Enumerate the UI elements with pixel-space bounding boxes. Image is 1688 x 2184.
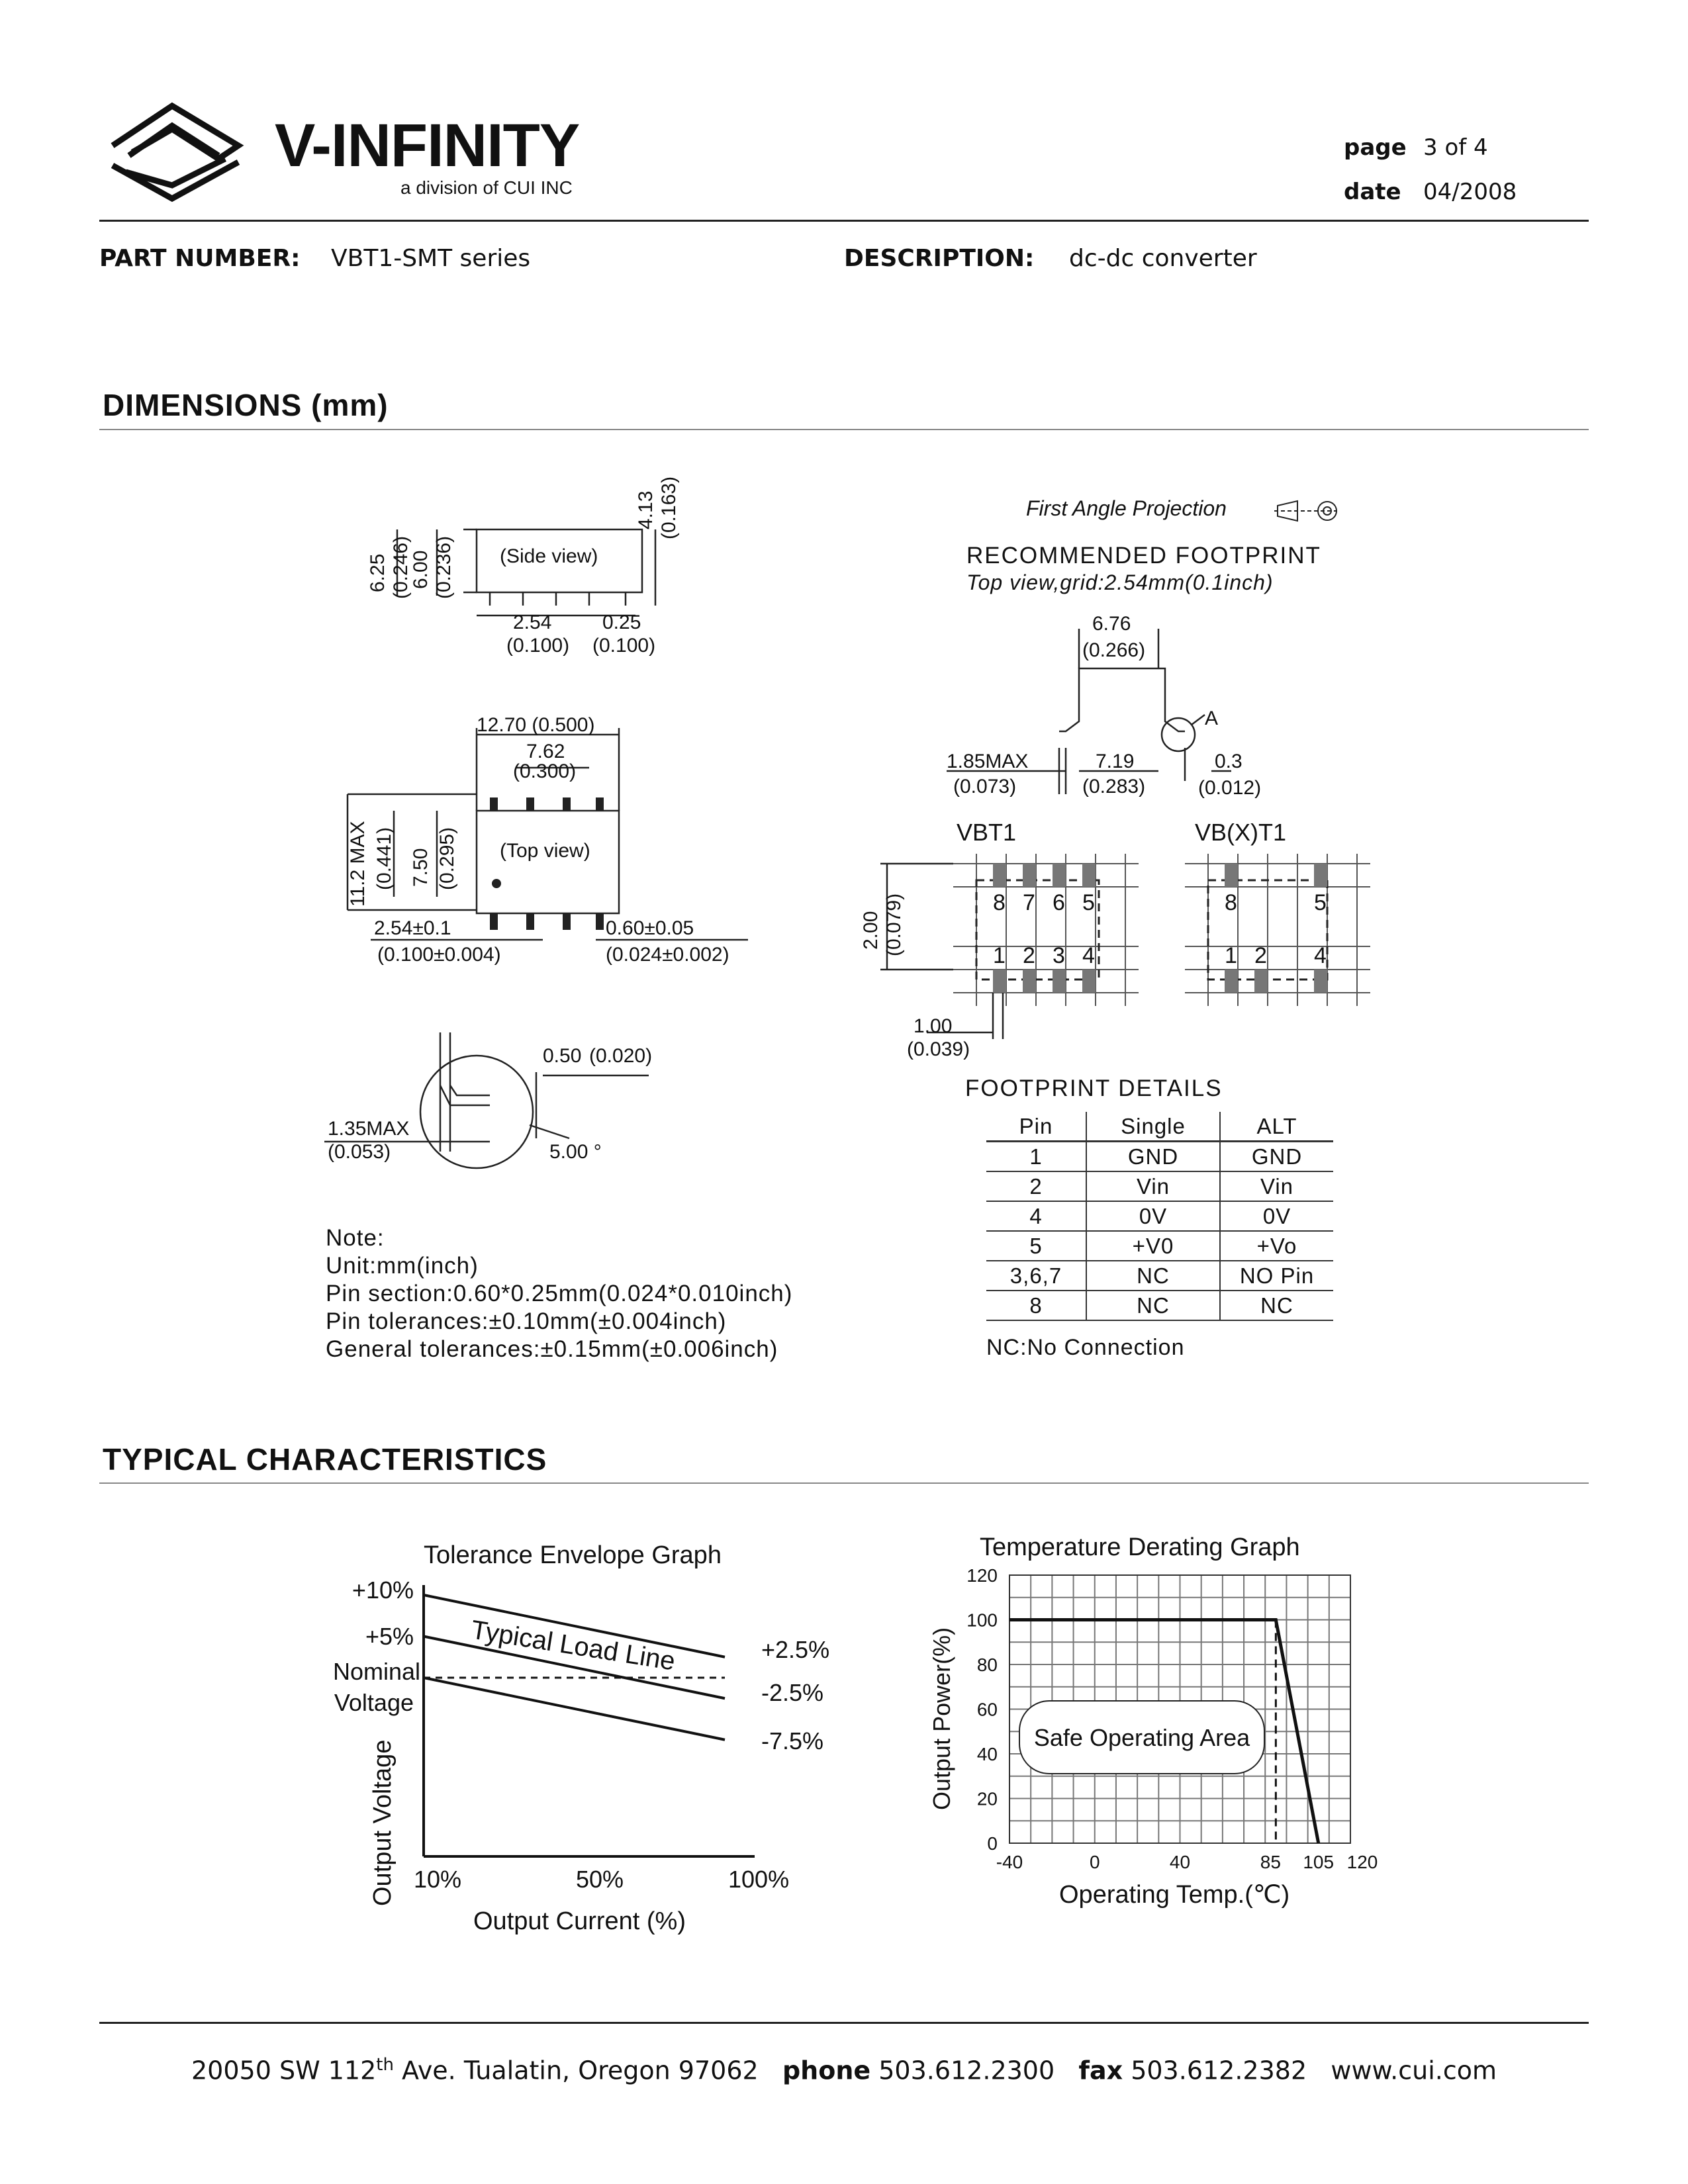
cell: 3,6,7 [986, 1261, 1086, 1291]
pin-number: 4 [1314, 943, 1327, 968]
cell: 1 [986, 1142, 1086, 1172]
dim-762: 7.62 [526, 741, 565, 762]
dim-03: 0.3 [1215, 751, 1243, 772]
x-tick-label: 40 [1169, 1852, 1191, 1872]
x-tick-label: 10% [414, 1866, 462, 1893]
y2-tick-label: -2.5% [761, 1679, 824, 1706]
dim-600: 6.00 [410, 550, 432, 589]
dim-0266: (0.266) [1082, 639, 1146, 661]
y-tick-label: Nominal [332, 1658, 420, 1685]
dim-0100b: (0.100) [592, 635, 656, 657]
page-label: page [1344, 134, 1407, 161]
package-profile [1059, 668, 1185, 731]
phone-number: 503.612.2300 [878, 2056, 1055, 2085]
y-tick-label: +5% [365, 1623, 414, 1650]
vbt1-label: VBT1 [957, 819, 1017, 846]
cell: NC [1086, 1261, 1220, 1291]
fax-number: 503.612.2382 [1131, 2056, 1307, 2085]
dim-625: 6.25 [367, 553, 389, 592]
footer-address [0, 2055, 1688, 2085]
table-header-row [986, 1112, 1333, 1142]
cell: NO Pin [1220, 1261, 1333, 1291]
cell: NC [1086, 1291, 1220, 1320]
x-tick-label: -40 [996, 1852, 1023, 1872]
y-tick-label: 120 [966, 1565, 998, 1586]
dim-0024tol: (0.024±0.002) [606, 944, 729, 966]
pin-number: 1 [993, 943, 1006, 968]
website-link[interactable]: www.cui.com [1331, 2056, 1497, 2085]
table-row [986, 1291, 1333, 1320]
typical-rule [99, 1482, 1589, 1484]
typical-title: TYPICAL CHARACTERISTICS [103, 1442, 547, 1477]
footprint-subtitle: Top view,grid:2.54mm(0.1inch) [966, 570, 1274, 594]
x-axis-label: Output Current (%) [473, 1907, 686, 1935]
tolerance-envelope-chart [332, 1522, 841, 1946]
dim-112: 11.2 MAX [347, 821, 369, 907]
note-line: General tolerances:±0.15mm(±0.006inch) [326, 1336, 778, 1362]
part-number-value: VBT1-SMT series [331, 245, 531, 272]
dim-0295: (0.295) [436, 827, 458, 890]
cell: 8 [986, 1291, 1086, 1320]
dim-100: 1.00 [914, 1015, 953, 1037]
dim-0246: (0.246) [390, 535, 412, 599]
cell: 5 [986, 1231, 1086, 1261]
dim-060tol: 0.60±0.05 [606, 917, 694, 939]
dim-185: 1.85MAX [947, 751, 1029, 772]
logo-sub: a division of CUI INC [400, 177, 573, 198]
dim-254: 2.54 [513, 612, 552, 633]
table-row [986, 1142, 1333, 1172]
y-tick-label: +10% [352, 1576, 414, 1604]
date-label: date [1344, 179, 1401, 205]
dim-676: 6.76 [1092, 613, 1131, 635]
dim-0012: (0.012) [1198, 777, 1262, 799]
cell: 4 [986, 1201, 1086, 1231]
dimensions-title: DIMENSIONS (mm) [103, 388, 389, 422]
chart-title: Temperature Derating Graph [980, 1533, 1300, 1561]
y-tick-label: 0 [987, 1833, 998, 1854]
footprint-title: RECOMMENDED FOOTPRINT [966, 543, 1321, 569]
y-tick-label: 80 [976, 1655, 998, 1675]
description-label: DESCRIPTION: [844, 245, 1035, 272]
fax-label: fax [1078, 2056, 1123, 2085]
dim-0283: (0.283) [1082, 776, 1146, 797]
pin-number: 2 [1023, 943, 1035, 968]
mark-a: A [1205, 707, 1219, 729]
footprint-details-table [986, 1112, 1333, 1321]
cell: GND [1086, 1142, 1220, 1172]
x-axis-label: Operating Temp.(℃) [1059, 1881, 1290, 1909]
date-value: 04/2008 [1423, 179, 1517, 205]
dim-0073: (0.073) [953, 776, 1017, 797]
pin-number: 5 [1082, 890, 1095, 915]
notes-block [326, 1224, 792, 1363]
dim-719: 7.19 [1096, 751, 1135, 772]
x-tick-label: 120 [1346, 1852, 1378, 1872]
footprint-drawing [861, 596, 1390, 1072]
dim-200: 2.00 [860, 911, 882, 950]
pin-number: 8 [993, 890, 1006, 915]
temperature-derating-chart [914, 1516, 1423, 1939]
dim-750: 7.50 [410, 848, 432, 887]
load-line-annotation: Typical Load Line [469, 1615, 677, 1676]
footer-rule [99, 2022, 1589, 2024]
col-header: Pin [986, 1112, 1086, 1142]
table-row [986, 1231, 1333, 1261]
x-tick-label: 105 [1303, 1852, 1335, 1872]
footprint-footnote: NC:No Connection [986, 1335, 1185, 1360]
pin-number: 8 [1225, 890, 1237, 915]
y2-tick-label: +2.5% [761, 1636, 830, 1663]
dimension-drawings [0, 0, 861, 1191]
dim-0079: (0.079) [883, 893, 905, 956]
cell: GND [1220, 1142, 1333, 1172]
table-row [986, 1261, 1333, 1291]
dim-050: 0.50 [543, 1045, 582, 1067]
address-city: Ave. Tualatin, Oregon 97062 [393, 2056, 759, 2085]
side-view-label: (Side view) [500, 545, 598, 567]
pin-number: 4 [1082, 943, 1095, 968]
x-tick-label: 0 [1089, 1852, 1100, 1872]
x-tick-label: 50% [576, 1866, 624, 1893]
pin-number: 5 [1314, 890, 1327, 915]
address-street: 20050 SW 112 [191, 2056, 377, 2085]
y-tick-label: 40 [976, 1744, 998, 1764]
chart-title: Tolerance Envelope Graph [424, 1541, 722, 1569]
table-row [986, 1171, 1333, 1201]
pin-number: 1 [1225, 943, 1237, 968]
y-tick-label: 20 [976, 1788, 998, 1809]
dim-0053: (0.053) [328, 1141, 391, 1163]
cell: Vin [1086, 1171, 1220, 1201]
series-line-lower [424, 1678, 725, 1740]
dim-0441: (0.441) [373, 827, 395, 890]
part-number-label: PART NUMBER: [99, 245, 301, 272]
y-tick-label: 60 [976, 1699, 998, 1720]
cell: NC [1220, 1291, 1333, 1320]
dim-0020: (0.020) [589, 1045, 653, 1067]
dim-025: 0.25 [602, 612, 641, 633]
dim-0300: (0.300) [513, 760, 577, 782]
dim-254tol: 2.54±0.1 [374, 917, 451, 939]
phone-label: phone [782, 2056, 871, 2085]
cell: +Vo [1220, 1231, 1333, 1261]
dim-0100tol: (0.100±0.004) [377, 944, 501, 966]
dim-0163: (0.163) [658, 476, 680, 539]
table-row [986, 1201, 1333, 1231]
safe-area-label: Safe Operating Area [1033, 1724, 1250, 1751]
dim-0039: (0.039) [907, 1038, 970, 1060]
cell: 0V [1220, 1201, 1333, 1231]
footprint-details-title: FOOTPRINT DETAILS [965, 1075, 1223, 1101]
cell: Vin [1220, 1171, 1333, 1201]
y2-tick-label: -7.5% [761, 1727, 824, 1754]
y-axis-label: Output Voltage [369, 1739, 397, 1906]
dim-0100a: (0.100) [506, 635, 570, 657]
description-value: dc-dc converter [1069, 245, 1257, 272]
logo-brand: V-INFINITY [275, 112, 580, 179]
note-line: Note: [326, 1225, 385, 1251]
projection-label: First Angle Projection [1026, 496, 1227, 520]
note-line: Pin section:0.60*0.25mm(0.024*0.010inch) [326, 1281, 793, 1306]
top-view-body [477, 811, 619, 913]
note-line: Unit:mm(inch) [326, 1253, 479, 1279]
x-tick-label: 100% [728, 1866, 790, 1893]
vbxt1-label: VB(X)T1 [1195, 819, 1287, 846]
pin1-marker-icon [492, 879, 501, 888]
address-suffix: th [376, 2055, 394, 2075]
y-tick-label: 100 [966, 1610, 998, 1631]
dim-0236: (0.236) [433, 535, 455, 599]
col-header: ALT [1220, 1112, 1333, 1142]
dim-1270: 12.70 (0.500) [477, 714, 595, 736]
pin-number: 7 [1023, 890, 1035, 915]
y-tick-label: Voltage [334, 1689, 414, 1716]
pin-number: 2 [1254, 943, 1267, 968]
cell: +V0 [1086, 1231, 1220, 1261]
page-value: 3 of 4 [1423, 134, 1488, 161]
col-header: Single [1086, 1112, 1220, 1142]
pin-number: 6 [1053, 890, 1065, 915]
pin-number: 3 [1053, 943, 1065, 968]
dim-135: 1.35MAX [328, 1118, 410, 1140]
note-line: Pin tolerances:±0.10mm(±0.004inch) [326, 1308, 727, 1334]
x-tick-label: 85 [1260, 1852, 1281, 1872]
first-angle-projection-icon [1274, 498, 1347, 524]
top-view-label: (Top view) [500, 840, 590, 862]
y-axis-label: Output Power(%) [928, 1627, 955, 1810]
cell: 2 [986, 1171, 1086, 1201]
cell: 0V [1086, 1201, 1220, 1231]
dim-413: 4.13 [635, 490, 657, 529]
dim-500: 5.00 ° [549, 1141, 602, 1163]
